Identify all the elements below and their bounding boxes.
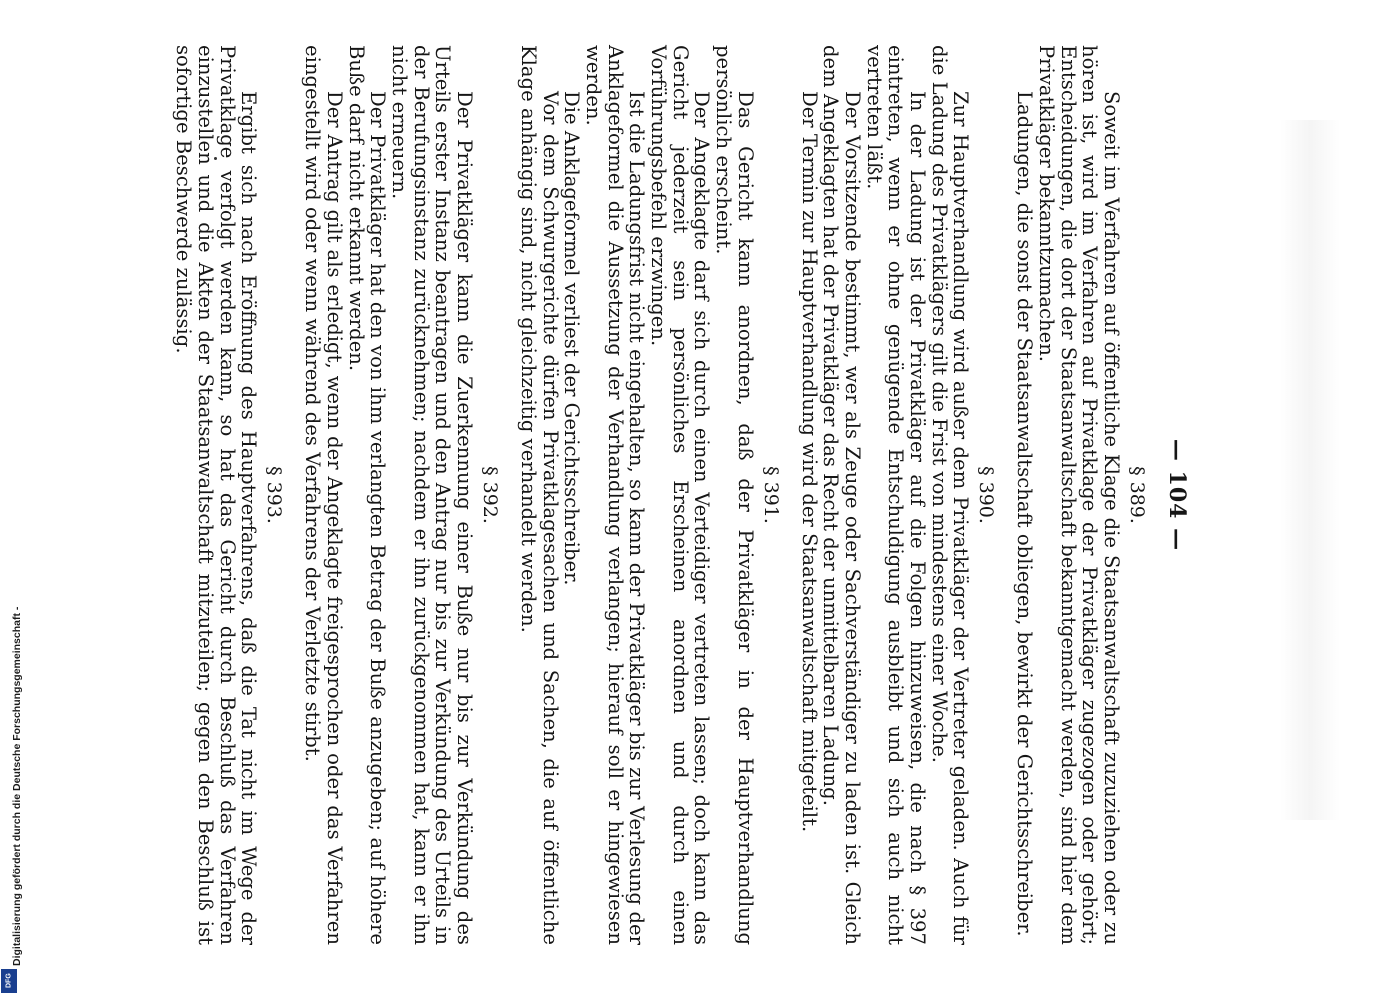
- paragraph: Der Termin zur Hauptverhandlung wird der Staatsanwaltschaft mitgeteilt.: [797, 91, 821, 833]
- paragraph: Zur Hauptverhandlung wird außer dem Privatkläger der Vertreter geladen. Auch für die Ladung des Privatklägers gilt die Frist von mindestens einer Woche.: [927, 45, 973, 945]
- footer-credit: Digitalisierung gefördert durch die Deutsche Forschungsgemeinschaft -: [11, 606, 23, 966]
- paragraph: Der Privatkläger kann die Zuerkennung einer Buße nur bis zur Verkündung des Urteils erster Instanz beantragen und den Antrag nur bis zur Verkündung des Urteils in der Berufungsinstanz zurücknehmen; nachdem er ihn zurückgenommen hat, kann er ihn nicht erneuern.: [388, 45, 477, 945]
- scan-shadow: [1280, 120, 1340, 820]
- section-heading: § 393.: [263, 466, 286, 524]
- paragraph: In der Ladung ist der Privatkläger auf die Folgen hinzuweisen, die nach § 397 eintreten, wenn er ohne genügende Entschuldigung ausbleibt und sich auch nicht vertreten läßt.: [862, 45, 930, 945]
- section-heading: § 391.: [759, 466, 782, 524]
- paragraph: Vor dem Schwurgerichte dürfen Privatklagesachen und Sachen, die auf öffentliche Klage anhängig sind, nicht gleichzeitig verhandelt werden.: [516, 45, 562, 945]
- paragraph: Ist die Ladungsfrist nicht eingehalten, so kann der Privatkläger bis zur Verlesung der Anklageformel die Aussetzung der Verhandlung verlangen; hierauf soll er hingewiesen werden.: [581, 45, 649, 945]
- paragraph: Das Gericht kann anordnen, daß der Privatkläger in der Hauptverhandlung persönlich erscheint.: [712, 45, 757, 945]
- rotated-page: [40, 45, 1190, 945]
- footer-strip: [0, 0, 22, 1000]
- paragraph: Ladungen, die sonst der Staatsanwaltschaft obliegen, bewirkt der Gerichtsschreiber.: [1013, 91, 1037, 937]
- page-content: [173, 45, 1190, 945]
- section-heading: § 390.: [975, 466, 998, 524]
- paragraph: Der Privatkläger hat den von ihm verlangten Betrag der Buße anzugeben; auf höhere Buße darf nicht erkannt werden.: [344, 45, 390, 945]
- paragraph: Der Angeklagte darf sich durch einen Verteidiger vertreten lassen; doch kann das Gericht jederzeit sein persönliches Erscheinen anordnen und durch einen Vorführungsbefehl erzwingen.: [647, 45, 714, 945]
- paragraph: Der Vorsitzende bestimmt, wer als Zeuge oder Sachverständiger zu laden ist. Gleich dem Angeklagten hat der Privatkläger das Recht der unmittelbaren Ladung.: [819, 45, 864, 945]
- paragraph: Ergibt sich nach Eröffnung des Hauptverfahrens, daß die Tat nicht im Wege der Privatklage verfolgt werden kann, so hat das Gericht durch Beschluß das Verfahren einzustellen und die Akten der Staatsanwaltschaft mitzuteilen; gegen den Beschluß ist sofortige Beschwerde zulässig.: [172, 45, 261, 945]
- paragraph: Der Antrag gilt als erledigt, wenn der Angeklagte freigesprochen oder das Verfahren eingestellt wird oder wenn während des Verfahrens der Verletzte stirbt.: [301, 45, 346, 945]
- section-heading: § 389.: [1126, 466, 1148, 524]
- paragraph: Soweit im Verfahren auf öffentliche Klage die Staatsanwaltschaft zuzuziehen oder zu hören ist, wird im Verfahren auf Privatklage der Privatkläger zugezogen oder gehört; Entscheidungen, die dort der Staatsanwaltschaft bekanntgemacht werden, sind hier dem Privatkläger bekanntzumachen.: [1034, 45, 1123, 945]
- dfg-logo: DFG: [1, 969, 17, 993]
- paragraph: Die Anklageformel verliest der Gerichtsschreiber.: [560, 91, 584, 586]
- section-heading: § 392.: [479, 466, 502, 524]
- text-blocks: [173, 45, 1148, 945]
- page-number: — 104 —: [1164, 438, 1190, 552]
